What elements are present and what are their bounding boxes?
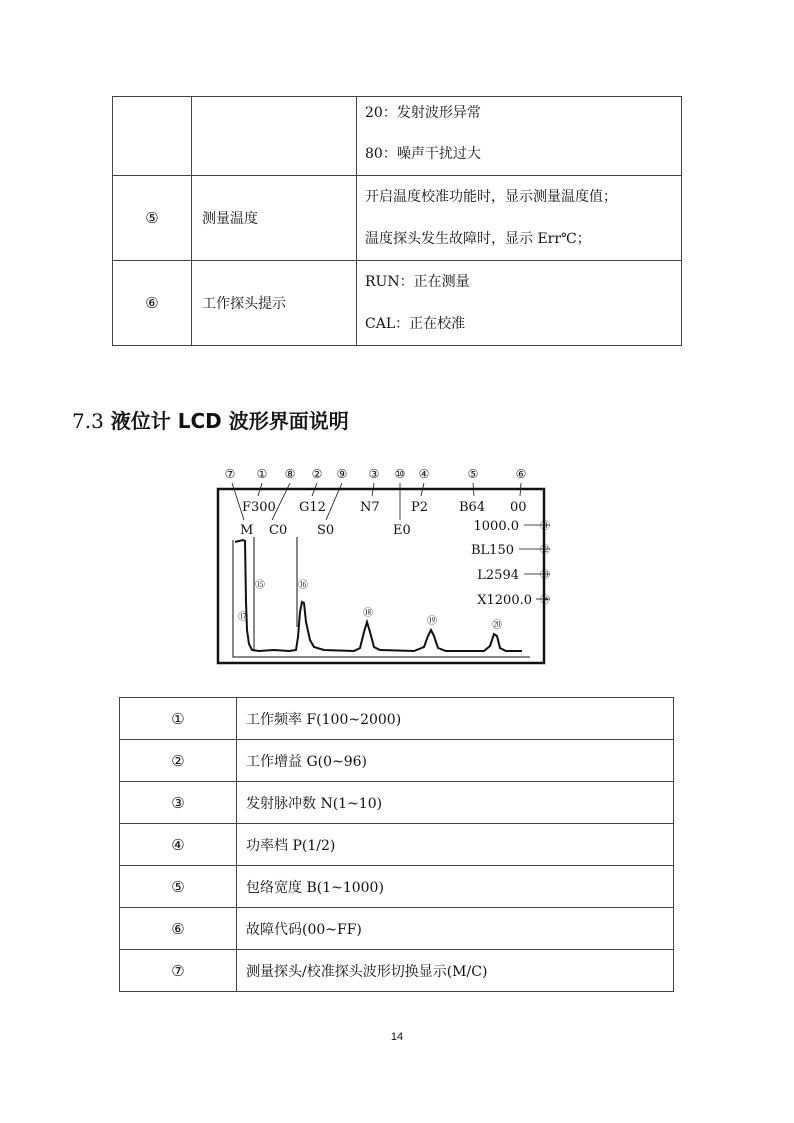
row-description: 故障代码(00~FF) bbox=[237, 908, 674, 950]
callout-3: ③ bbox=[368, 467, 380, 481]
callout-14: ⑭ bbox=[540, 595, 550, 606]
table-row bbox=[120, 698, 674, 740]
lcd-pulse-count: N7 bbox=[360, 500, 380, 515]
marker-18: ⑱ bbox=[363, 608, 373, 619]
table-row bbox=[120, 908, 674, 950]
row-name bbox=[192, 97, 357, 176]
marker-15: ⑮ bbox=[255, 580, 265, 591]
lcd-frequency: F300 bbox=[242, 500, 276, 515]
row-number: ② bbox=[120, 740, 237, 782]
lcd-s-value: S0 bbox=[317, 523, 335, 538]
callout-7: ⑦ bbox=[224, 467, 236, 481]
row-description: 发射脉冲数 N(1~10) bbox=[237, 782, 674, 824]
callout-10: ⑩ bbox=[394, 467, 406, 481]
callout-1: ① bbox=[256, 467, 268, 481]
lcd-fault-code: 00 bbox=[510, 500, 527, 515]
description-line: RUN：正在测量 bbox=[365, 274, 470, 290]
callout-12: ⑫ bbox=[540, 545, 550, 556]
row-description: 测量探头/校准探头波形切换显示(M/C) bbox=[237, 950, 674, 992]
section-title: 液位计 LCD 波形界面说明 bbox=[110, 409, 349, 433]
callout-4: ④ bbox=[418, 467, 430, 481]
callout-11: ⑪ bbox=[540, 521, 550, 532]
row-description: 工作增益 G(0~96) bbox=[237, 740, 674, 782]
lcd-c-value: C0 bbox=[269, 523, 288, 538]
lcd-distance: 1000.0 bbox=[473, 519, 519, 534]
row-description: 功率档 P(1/2) bbox=[237, 824, 674, 866]
description-line: 温度探头发生故障时，显示 Err℃； bbox=[365, 231, 591, 247]
callout-2: ② bbox=[311, 467, 323, 481]
callout-13: ⑬ bbox=[540, 570, 550, 581]
marker-19: ⑲ bbox=[427, 616, 437, 627]
lcd-gain: G12 bbox=[299, 500, 326, 515]
table-row bbox=[113, 261, 682, 346]
section-heading bbox=[72, 405, 349, 434]
lcd-probe-mode: M bbox=[240, 523, 254, 538]
description-line: CAL：正在校准 bbox=[365, 316, 466, 332]
lcd-e-value: E0 bbox=[393, 523, 411, 538]
lcd-level: L2594 bbox=[477, 568, 519, 583]
callout-9: ⑨ bbox=[336, 467, 348, 481]
table-row bbox=[120, 950, 674, 992]
lcd-blind-zone: BL150 bbox=[471, 543, 514, 558]
row-number: ④ bbox=[120, 824, 237, 866]
row-number: ⑥ bbox=[120, 908, 237, 950]
row-number: ③ bbox=[120, 782, 237, 824]
row-number bbox=[113, 97, 192, 176]
row-number: ⑦ bbox=[120, 950, 237, 992]
row-number: ⑤ bbox=[120, 866, 237, 908]
lcd-waveform-figure bbox=[214, 462, 550, 668]
row-description: 工作频率 F(100~2000) bbox=[237, 698, 674, 740]
status-code-table bbox=[112, 96, 682, 346]
callout-8: ⑧ bbox=[284, 467, 296, 481]
table-row bbox=[120, 866, 674, 908]
table-row bbox=[113, 97, 682, 176]
lcd-envelope: B64 bbox=[459, 500, 486, 515]
row-number: ① bbox=[120, 698, 237, 740]
marker-16: ⑯ bbox=[298, 580, 308, 591]
lcd-power: P2 bbox=[411, 500, 429, 515]
row-number: ⑥ bbox=[113, 261, 192, 346]
callout-6: ⑥ bbox=[515, 467, 527, 481]
description-line: 开启温度校准功能时，显示测量温度值； bbox=[365, 189, 617, 205]
description-line: 20：发射波形异常 bbox=[365, 105, 481, 121]
row-description bbox=[357, 97, 682, 176]
description-line: 80：噪声干扰过大 bbox=[365, 146, 481, 162]
row-name: 测量温度 bbox=[192, 176, 357, 261]
marker-17: ⑰ bbox=[238, 612, 248, 623]
table-row bbox=[120, 740, 674, 782]
row-description bbox=[357, 176, 682, 261]
row-name: 工作探头提示 bbox=[192, 261, 357, 346]
row-description: 包络宽度 B(1~1000) bbox=[237, 866, 674, 908]
table-row bbox=[113, 176, 682, 261]
table-row bbox=[120, 782, 674, 824]
marker-20: ⑳ bbox=[492, 620, 502, 631]
page-number: 14 bbox=[390, 1031, 404, 1043]
parameter-table bbox=[119, 697, 674, 992]
section-number: 7.3 bbox=[72, 409, 104, 433]
table-row bbox=[120, 824, 674, 866]
callout-5: ⑤ bbox=[467, 467, 479, 481]
lcd-range: X1200.0 bbox=[477, 593, 532, 608]
row-description bbox=[357, 261, 682, 346]
row-number: ⑤ bbox=[113, 176, 192, 261]
